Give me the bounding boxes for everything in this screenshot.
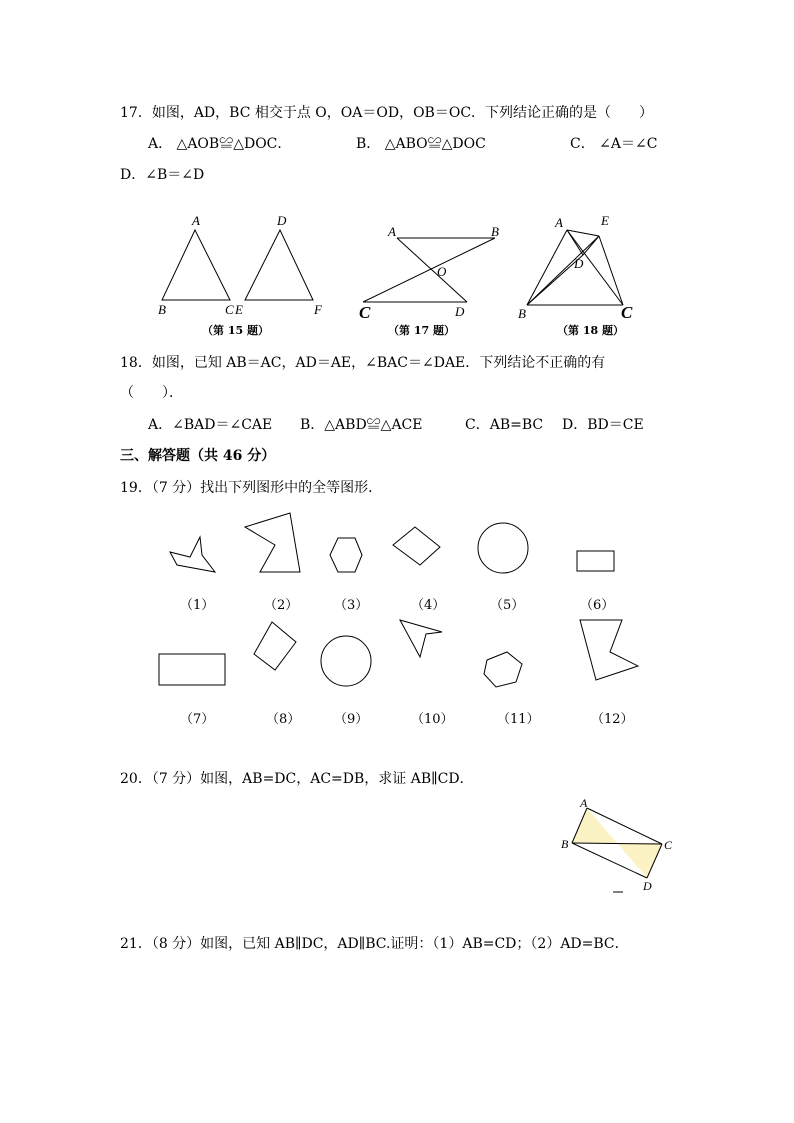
label-e: E bbox=[601, 213, 609, 228]
q19-shapes-row2 bbox=[150, 612, 660, 707]
q19-stem: 19．（7 分）找出下列图形中的全等图形． bbox=[120, 480, 383, 496]
q20-stem: 20．（7 分）如图，AB=DC，AC=DB，求证 AB∥CD． bbox=[120, 771, 474, 787]
shape-11 bbox=[484, 652, 522, 687]
q17-option-a: A． △AOB≌△DOC． bbox=[148, 136, 292, 152]
shape-5 bbox=[478, 523, 528, 573]
label-a: A bbox=[388, 224, 396, 239]
shape-label-6: （6） bbox=[580, 598, 615, 613]
q19-shapes-row1 bbox=[150, 505, 660, 595]
q17-option-d: D．∠B＝∠D bbox=[120, 167, 205, 183]
label-b: B bbox=[158, 302, 166, 317]
shape-label-2: （2） bbox=[264, 598, 299, 613]
shape-label-4: （4） bbox=[411, 598, 446, 613]
q18-option-c: C．AB=BC bbox=[465, 417, 544, 433]
label-b: B bbox=[561, 837, 569, 851]
label-d: D bbox=[455, 304, 465, 319]
triangle-abc bbox=[162, 230, 230, 300]
shape-label-8: （8） bbox=[266, 712, 301, 727]
shape-4 bbox=[393, 527, 440, 565]
shape-10 bbox=[400, 620, 442, 657]
figure-17-caption: （第 17 题） bbox=[388, 324, 455, 337]
label-c: C bbox=[664, 838, 673, 852]
shape-3 bbox=[330, 538, 362, 572]
shape-6 bbox=[577, 551, 614, 571]
shape-8 bbox=[254, 622, 296, 670]
shape-7 bbox=[159, 654, 225, 685]
q21-stem: 21．（8 分）如图，已知 AB∥DC，AD∥BC.证明：（1）AB=CD；（2）AD=BC． bbox=[120, 936, 629, 952]
label-e: E bbox=[235, 302, 243, 317]
shape-9 bbox=[321, 636, 371, 686]
q18-stem: 18．如图，已知 AB＝AC，AD＝AE，∠BAC＝∠DAE．下列结论不正确的有 bbox=[120, 355, 606, 371]
q18-blank: （ ）． bbox=[120, 385, 183, 401]
label-a: A bbox=[192, 213, 200, 228]
figure-15 bbox=[150, 210, 340, 320]
label-c: C bbox=[621, 303, 633, 320]
shape-2 bbox=[245, 513, 300, 572]
label-d: D bbox=[574, 256, 584, 271]
figure-17 bbox=[355, 220, 515, 320]
q17-option-b: B． △ABO≌△DOC bbox=[356, 136, 486, 152]
label-c: C bbox=[359, 303, 371, 320]
label-f: F bbox=[314, 302, 322, 317]
q18-option-b: B．△ABD≌△ACE bbox=[300, 417, 423, 433]
figure-18 bbox=[515, 210, 650, 320]
label-o: O bbox=[437, 264, 447, 279]
section-title: 三、解答题（共 46 分） bbox=[120, 448, 276, 464]
shape-label-12: （12） bbox=[591, 712, 634, 727]
shape-label-3: （3） bbox=[334, 598, 369, 613]
shape-label-10: （10） bbox=[411, 712, 454, 727]
figure-20 bbox=[555, 795, 680, 900]
q18-option-d: D．BD＝CE bbox=[562, 417, 644, 433]
figure-18-caption: （第 18 题） bbox=[557, 324, 624, 337]
label-d: D bbox=[643, 879, 652, 893]
triangle-def bbox=[245, 230, 313, 300]
label-d: D bbox=[277, 213, 287, 228]
shape-label-1: （1） bbox=[180, 598, 215, 613]
shape-label-11: （11） bbox=[497, 712, 540, 727]
shape-12 bbox=[580, 620, 638, 680]
shape-label-7: （7） bbox=[180, 712, 215, 727]
label-b: B bbox=[491, 224, 499, 239]
q17-option-c: C． ∠A＝∠C bbox=[570, 136, 658, 152]
label-b: B bbox=[518, 306, 526, 320]
q18-option-a: A．∠BAD＝∠CAE bbox=[148, 417, 273, 433]
figure-15-caption: （第 15 题） bbox=[202, 324, 269, 337]
shape-label-9: （9） bbox=[334, 712, 369, 727]
label-a: A bbox=[580, 796, 588, 810]
q17-stem: 17．如图，AD，BC 相交于点 O，OA＝OD，OB＝OC．下列结论正确的是（ ） bbox=[120, 105, 654, 121]
label-c: C bbox=[225, 302, 234, 317]
shape-label-5: （5） bbox=[490, 598, 525, 613]
label-a: A bbox=[555, 215, 563, 230]
shape-1 bbox=[170, 537, 215, 572]
